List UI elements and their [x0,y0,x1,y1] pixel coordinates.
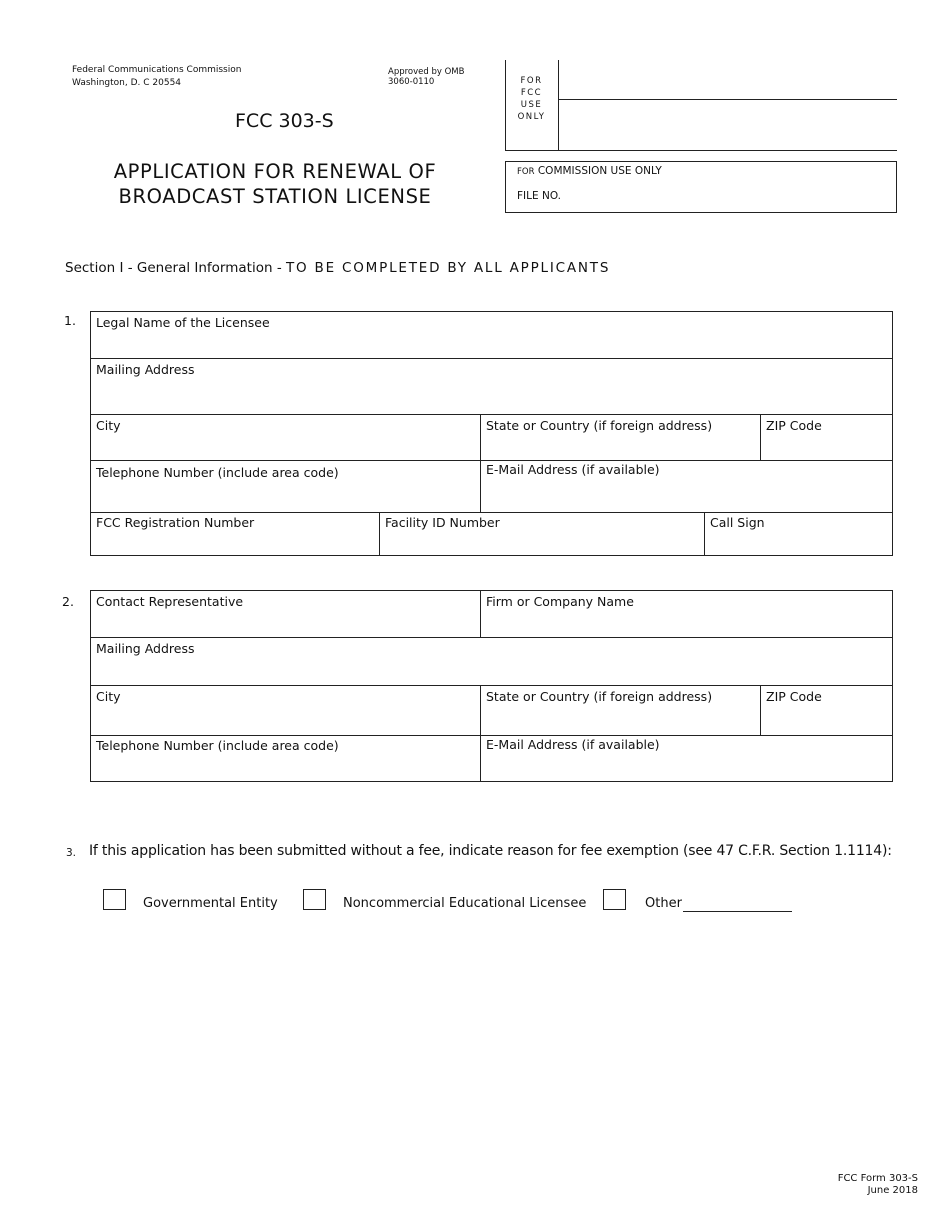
fcc-use-only-label: FOR FCC USE ONLY [517,76,546,122]
licensee-info-table [90,311,893,556]
contact-info-table [90,590,893,782]
footer-date: June 2018 [867,1185,918,1196]
noncommercial-educational-checkbox[interactable] [303,889,326,910]
governmental-entity-label: Governmental Entity [143,896,278,911]
contact-telephone-field[interactable]: Telephone Number (include area code) [96,738,339,753]
other-checkbox[interactable] [603,889,626,910]
form-footer [838,1173,918,1197]
governmental-entity-checkbox[interactable] [103,889,126,910]
commission-use-label: FOR COMMISSION USE ONLY [517,165,662,177]
state-country-field[interactable]: State or Country (if foreign address) [486,418,713,433]
call-sign-field[interactable]: Call Sign [710,515,765,530]
omb-number: 3060-0110 [388,77,435,87]
other-specify-line[interactable] [683,911,792,912]
contact-mailing-address-field[interactable]: Mailing Address [96,641,195,656]
item-1-number: 1. [64,313,76,328]
fee-exemption-question: If this application has been submitted without a fee, indicate reason for fee exemption (see 47 C.F.R. Section 1.1114): [89,843,892,859]
contact-zip-code-field[interactable]: ZIP Code [766,689,822,704]
form-number: FCC 303-S [235,110,334,132]
firm-name-field[interactable]: Firm or Company Name [486,594,634,609]
commission-use-box [505,161,897,213]
agency-address: Washington, D. C 20554 [72,78,182,88]
mailing-address-field[interactable]: Mailing Address [96,362,195,377]
contact-email-field[interactable]: E-Mail Address (if available) [486,737,660,752]
facility-id-field[interactable]: Facility ID Number [385,515,500,530]
contact-representative-field[interactable]: Contact Representative [96,594,244,609]
telephone-field[interactable]: Telephone Number (include area code) [96,465,339,480]
form-title [70,159,480,209]
form-title-line2: BROADCAST STATION LICENSE [118,185,432,208]
other-label: Other [645,896,682,911]
noncommercial-educational-label: Noncommercial Educational Licensee [343,896,587,911]
email-field[interactable]: E-Mail Address (if available) [486,462,660,477]
legal-name-field[interactable]: Legal Name of the Licensee [96,315,270,330]
agency-name: Federal Communications Commission [72,65,242,75]
contact-city-field[interactable]: City [96,689,121,704]
section-1-heading: Section I - General Information - TO BE COMPLETED BY ALL APPLICANTS [65,260,611,276]
zip-code-field[interactable]: ZIP Code [766,418,822,433]
form-title-line1: APPLICATION FOR RENEWAL OF [113,160,437,183]
omb-approval: Approved by OMB [388,67,465,77]
item-3-number: 3. [66,847,77,859]
footer-form-number: FCC Form 303-S [837,1173,918,1184]
file-number-label: FILE NO. [517,190,561,202]
frn-field[interactable]: FCC Registration Number [96,515,255,530]
contact-state-country-field[interactable]: State or Country (if foreign address) [486,689,713,704]
item-2-number: 2. [62,594,74,609]
city-field[interactable]: City [96,418,121,433]
